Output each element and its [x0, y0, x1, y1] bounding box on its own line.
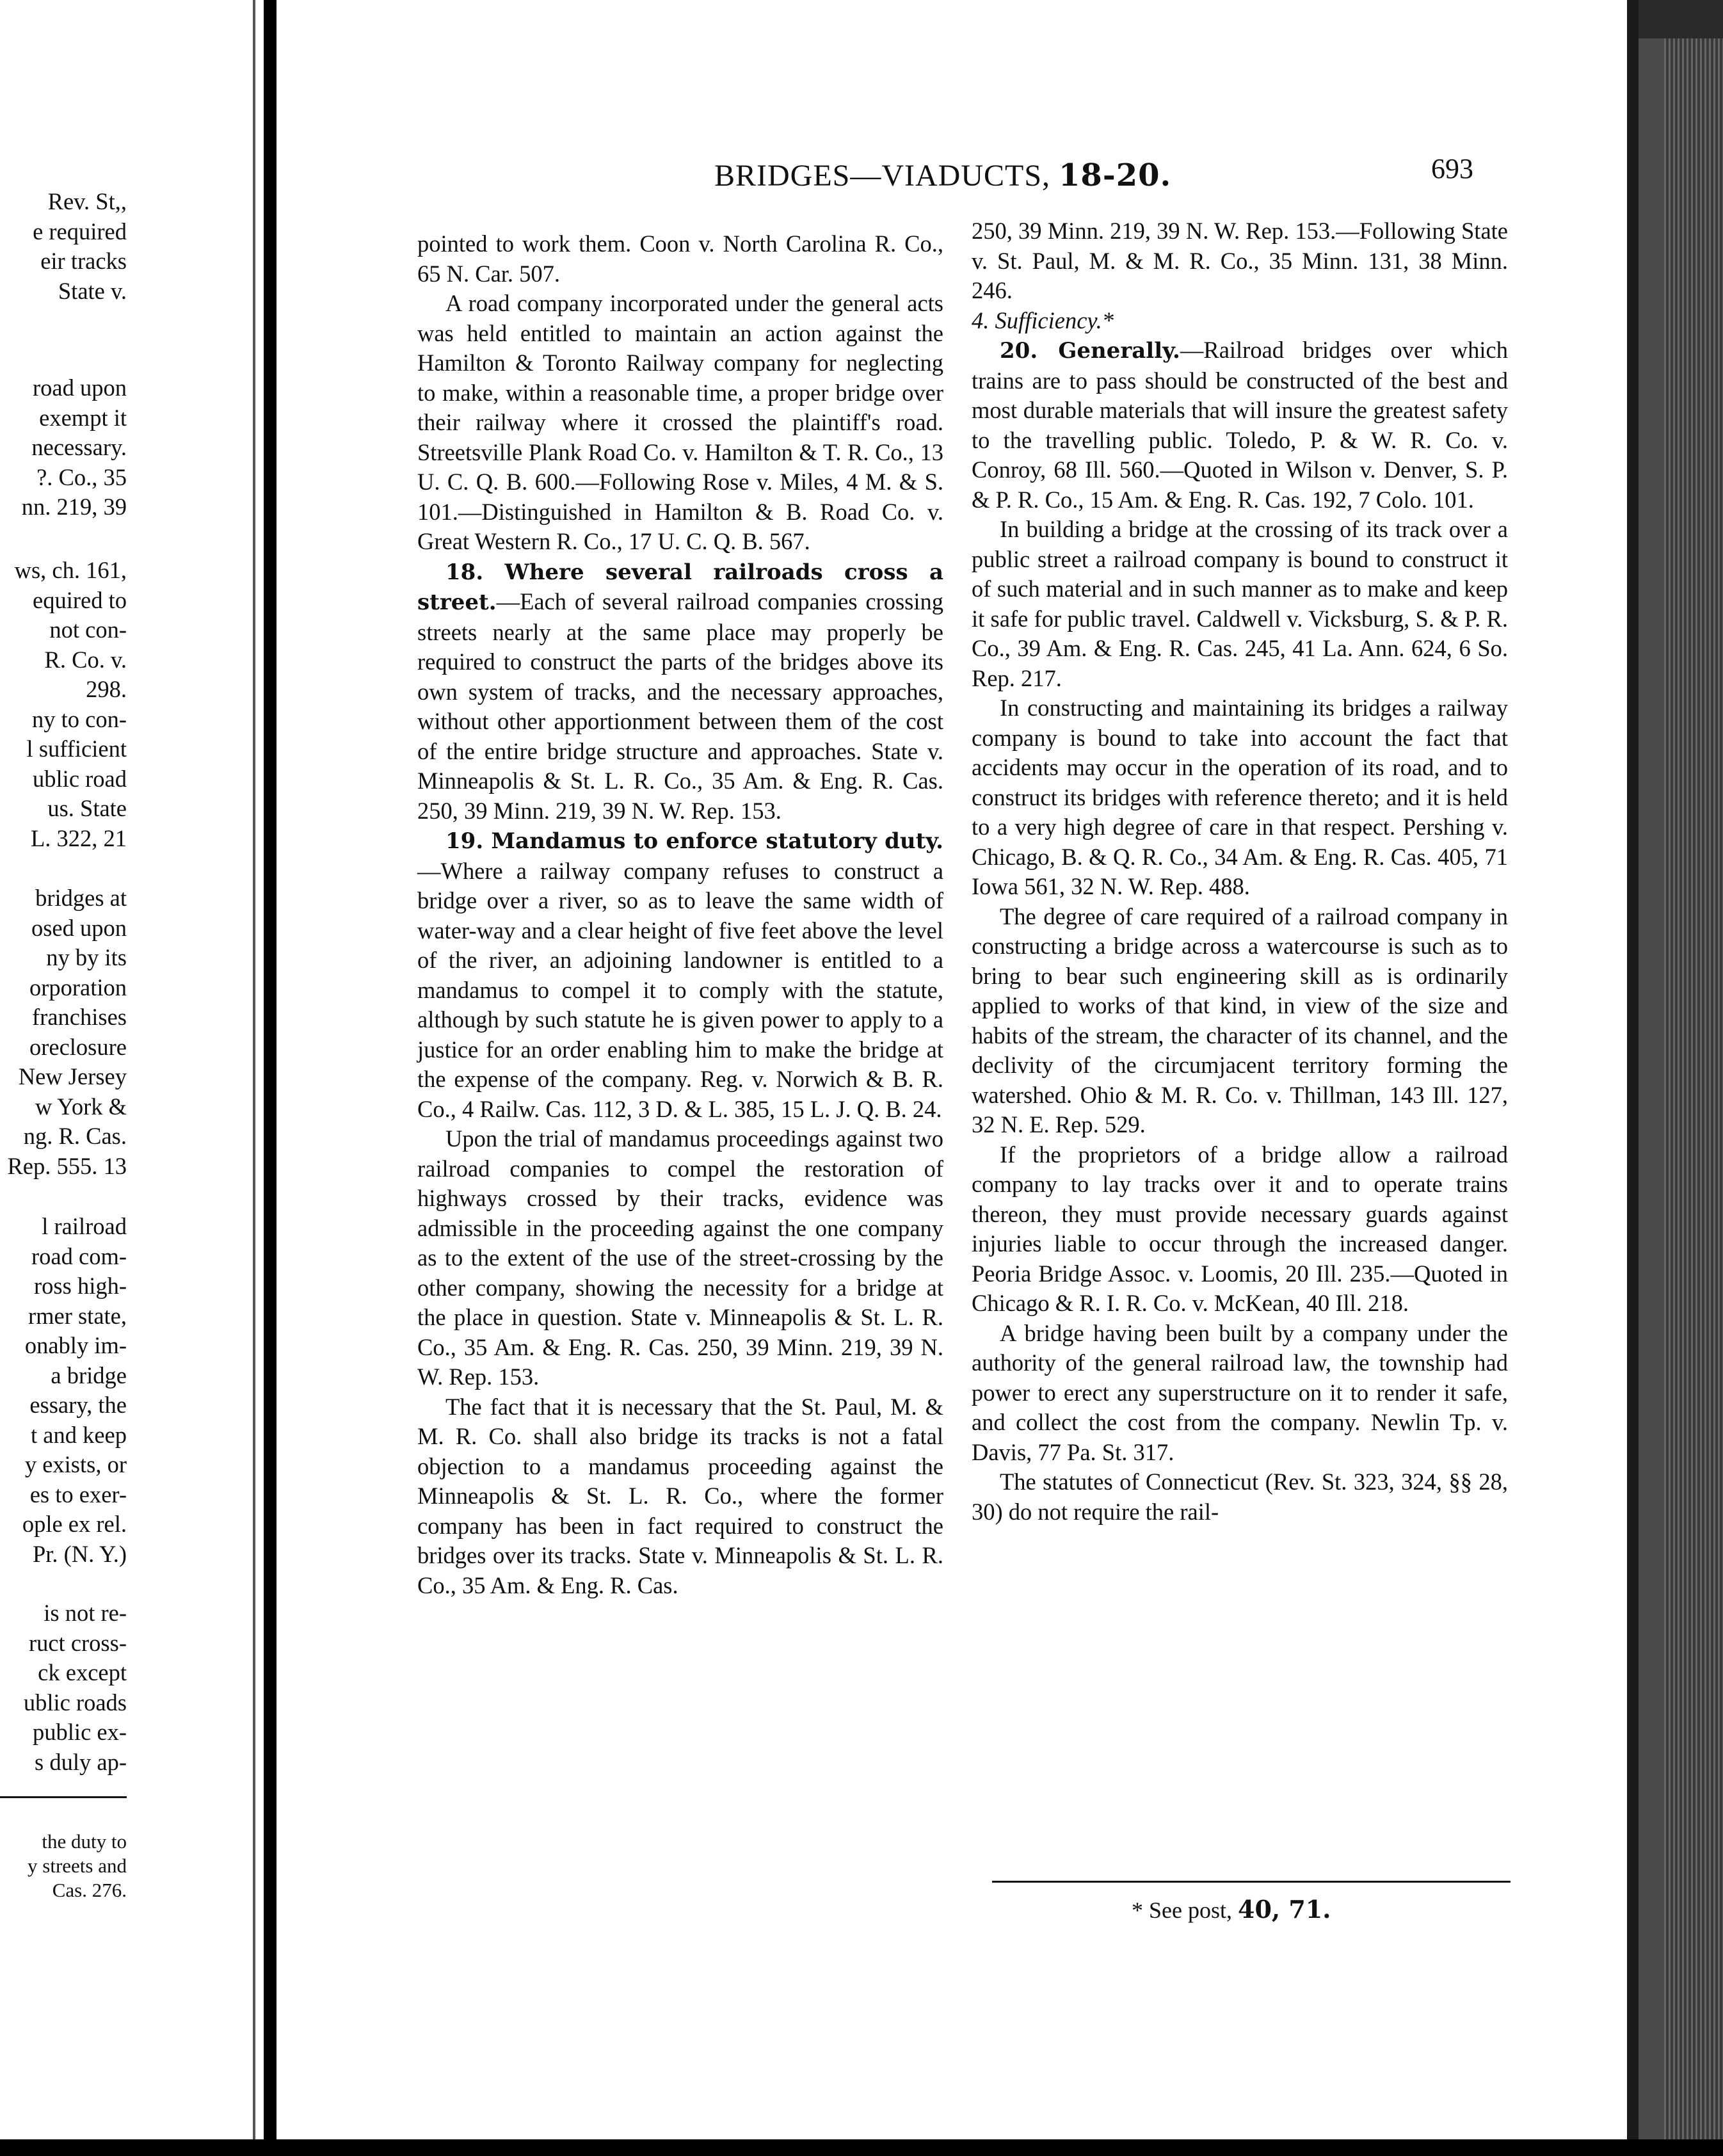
subheading: 4. Sufficiency.* — [972, 307, 1114, 334]
fragment-line: Pr. (N. Y.) — [32, 1540, 127, 1567]
fragment-line: ?. Co., 35 — [36, 463, 127, 490]
section-heading: 20. Generally. — [1000, 338, 1180, 364]
fragment-line: t and keep — [31, 1421, 127, 1448]
fragment-line: nn. 219, 39 — [21, 494, 127, 520]
fragment-line: e required — [33, 218, 127, 245]
fragment-line: ublic road — [33, 765, 127, 792]
left-page-fragment-f — [0, 1598, 127, 1777]
section-text: —Each of several railroad companies crossing streets nearly at the same place may properly be required to construct the parts of the bridges above its own system of tracks, and the necessary approaches, without other apportionment between them of the cost of the entire bridge structure and approaches. State v. Minneapolis & St. L. R. Co., 35 Am. & Eng. R. Cas. 250, 39 Minn. 219, 39 N. W. Rep. 153. — [417, 588, 943, 824]
text-column-right — [972, 216, 1508, 1527]
book-edge — [1627, 0, 1640, 2156]
fragment-line: R. Co. v. — [44, 646, 127, 673]
fragment-line: ws, ch. 161, — [14, 557, 127, 583]
book-edge-top — [1639, 0, 1723, 38]
paragraph: pointed to work them. Coon v. North Carolina R. Co., 65 N. Car. 507. — [417, 230, 943, 287]
fragment-line: osed upon — [31, 914, 127, 941]
fragment-line: rmer state, — [28, 1302, 127, 1329]
fragment-line: equired to — [33, 586, 127, 613]
fragment-line: oreclosure — [29, 1033, 127, 1060]
fragment-line: w York & — [35, 1093, 127, 1120]
fragment-line: exempt it — [39, 404, 127, 431]
fragment-line: s duly ap- — [35, 1748, 127, 1775]
fragment-line: Rep. 555. 13 — [7, 1152, 127, 1179]
footnote — [1132, 1895, 1331, 1924]
paragraph: The degree of care required of a railroad company in constructing a bridge across a watercourse is such as to bring to bear such engineering skill as is ordinarily applied to works of that kind, in view of the size and habits of the stream, the character of its channel, and the declivity of the circumjacent territory forming the watershed. Ohio & M. R. Co. v. Thillman, 143 Ill. 127, 32 N. E. Rep. 529. — [972, 903, 1508, 1138]
paragraph: Upon the trial of mandamus proceedings against two railroad companies to compel the restoration of highways crossed by their tracks, evidence was admissible in the proceeding against the one company as to the extent of the use of the street-crossing by the other company, showing the necessity for a bridge at the place in question. State v. Minneapolis & St. L. R. Co., 35 Am. & Eng. R. Cas. 250, 39 Minn. 219, 39 N. W. Rep. 153. — [417, 1125, 943, 1390]
fragment-line: bridges at — [35, 885, 127, 911]
scan-bottom-border — [0, 2139, 1723, 2156]
section-18 — [417, 557, 943, 826]
fragment-line: Rev. St,, — [47, 188, 127, 214]
fragment-line: 298. — [86, 676, 127, 702]
paragraph: If the proprietors of a bridge allow a railroad company to lay tracks over it and to operate trains thereon, they must provide necessary guards against injuries liable to occur through the increased danger. Peoria Bridge Assoc. v. Loomis, 20 Ill. 235.—Quoted in Chicago & R. I. R. Co. v. McKean, 40 Ill. 218. — [972, 1141, 1508, 1316]
footnote-prefix: * See post, — [1132, 1897, 1232, 1923]
fragment-line: y exists, or — [24, 1451, 127, 1477]
page-fold-shadow — [253, 0, 255, 2156]
section-heading: 19. Mandamus to enforce statutory duty. — [445, 828, 943, 854]
left-page-fragment-a — [0, 187, 127, 306]
fragment-line: us. State — [47, 795, 127, 821]
fragment-line: orporation — [29, 974, 127, 1001]
fragment-line: Cas. 276. — [52, 1879, 127, 1901]
left-page-fragment-d — [0, 883, 127, 1181]
paragraph: The statutes of Connecticut (Rev. St. 323, 324, §§ 28, 30) do not require the rail- — [972, 1468, 1508, 1525]
fragment-line: L. 322, 21 — [30, 825, 127, 851]
fragment-line: a bridge — [51, 1362, 127, 1388]
book-edge-ridges — [1664, 0, 1723, 2156]
section-heading: 18. Where several railroads cross a street. — [417, 559, 943, 615]
fragment-line: ck except — [38, 1659, 127, 1685]
fragment-line: ny to con- — [32, 705, 127, 732]
fragment-line: public ex- — [33, 1719, 127, 1745]
paragraph: The fact that it is necessary that the St. Paul, M. & M. R. Co. shall also bridge its tracks is not a fatal objection to a mandamus proceeding against the Minneapolis & St. L. R. Co., where the former company has been in fact required to construct the bridges over its tracks. State v. Minneapolis & St. L. R. Co., 35 Am. & Eng. R. Cas. — [417, 1393, 943, 1598]
section-text: —Railroad bridges over which trains are to pass should be constructed of the best and most durable materials that will insure the greatest safety to the travelling public. Toledo, P. & W. R. Co. v. Conroy, 68 Ill. 560.—Quoted in Wilson v. Denver, S. P. & P. R. Co., 15 Am. & Eng. R. Cas. 192, 7 Colo. 101. — [972, 337, 1508, 513]
fragment-line: ng. R. Cas. — [23, 1123, 127, 1149]
fragment-line: ny by its — [46, 944, 127, 970]
paragraph: 250, 39 Minn. 219, 39 N. W. Rep. 153.—Following State v. St. Paul, M. & M. R. Co., 35 Minn. 131, 38 Minn. 246. — [972, 218, 1508, 303]
paragraph: In building a bridge at the crossing of its track over a public street a railroad company is bound to construct it of such material and in such manner as to make and keep it safe for public travel. Caldwell v. Vicksburg, S. & P. R. Co., 39 Am. & Eng. R. Cas. 245, 41 La. Ann. 624, 6 So. Rep. 217. — [972, 516, 1508, 691]
fragment-line: not con- — [49, 616, 127, 643]
left-page-fragment-e — [0, 1212, 127, 1569]
footnote-rule — [992, 1881, 1511, 1883]
text-column-left — [417, 229, 943, 1600]
footnote-refs: 40, 71. — [1238, 1895, 1331, 1924]
page-number: 693 — [1431, 153, 1473, 184]
section-20 — [972, 335, 1508, 515]
section-text: —Where a railway company refuses to construct a bridge over a river, so as to leave the same width of water-way and a clear height of five feet above the level of the river, an adjoining landowner is entitled to a mandamus to compel it to comply with the statute, although by such statute he is given power to apply to a justice for an order enabling him to make the bridge at the expense of the company. Reg. v. Norwich & B. R. Co., 4 Railw. Cas. 112, 3 D. & L. 385, 15 L. J. Q. B. 24. — [417, 857, 943, 1122]
paragraph: In constructing and maintaining its bridges a railway company is bound to take into account the fact that accidents may occur in the operation of its road, and to construct its bridges with reference thereto; and it is held to a very high degree of care in that respect. Pershing v. Chicago, B. & Q. R. Co., 34 Am. & Eng. R. Cas. 405, 71 Iowa 561, 32 N. W. Rep. 488. — [972, 695, 1508, 899]
page-gutter — [264, 0, 276, 2156]
running-sections: 18-20. — [1059, 157, 1172, 193]
fragment-line: New Jersey — [18, 1063, 127, 1090]
fragment-line: necessary. — [31, 434, 127, 460]
fragment-line: ruct cross- — [28, 1629, 127, 1656]
fragment-line: es to exer- — [29, 1481, 127, 1508]
paragraph: A road company incorporated under the general acts was held entitled to maintain an action against the Hamilton & Toronto Railway company for neglecting to make, within a reasonable time, a proper bridge over their railway where it crossed the plaintiff's road. Streetsville Plank Road Co. v. Hamilton & T. R. Co., 13 U. C. Q. B. 600.—Following Rose v. Miles, 4 M. & S. 101.—Distinguished in Hamilton & B. Road Co. v. Great Western R. Co., 17 U. C. Q. B. 567. — [417, 290, 943, 554]
left-page-fragment-b — [0, 373, 127, 522]
fragment-line: ublic roads — [23, 1689, 127, 1716]
fragment-line: ross high- — [34, 1273, 127, 1299]
fragment-line: eir tracks — [40, 248, 127, 274]
left-page-footnote — [0, 1830, 127, 1903]
fragment-line: the duty to — [42, 1830, 127, 1853]
left-page-fragment-c — [0, 556, 127, 853]
left-footnote-rule — [0, 1796, 127, 1798]
fragment-line: l railroad — [42, 1213, 127, 1239]
running-head — [714, 157, 1171, 193]
fragment-line: is not re- — [44, 1600, 127, 1626]
fragment-line: essary, the — [29, 1392, 127, 1418]
fragment-line: ople ex rel. — [22, 1511, 127, 1537]
fragment-line: franchises — [32, 1004, 127, 1030]
section-19 — [417, 826, 943, 1124]
fragment-line: l sufficient — [26, 736, 127, 762]
fragment-line: road com- — [31, 1243, 127, 1269]
paragraph: A bridge having been built by a company under the authority of the general railroad law, the township had power to erect any superstructure on it to render it safe, and collect the cost from the company. Newlin Tp. v. Davis, 77 Pa. St. 317. — [972, 1319, 1508, 1465]
fragment-line: y streets and — [28, 1854, 127, 1877]
fragment-line: road upon — [33, 374, 127, 401]
fragment-line: onably im- — [24, 1332, 127, 1358]
running-title: BRIDGES—VIADUCTS, — [714, 159, 1051, 193]
fragment-line: State v. — [58, 277, 127, 304]
